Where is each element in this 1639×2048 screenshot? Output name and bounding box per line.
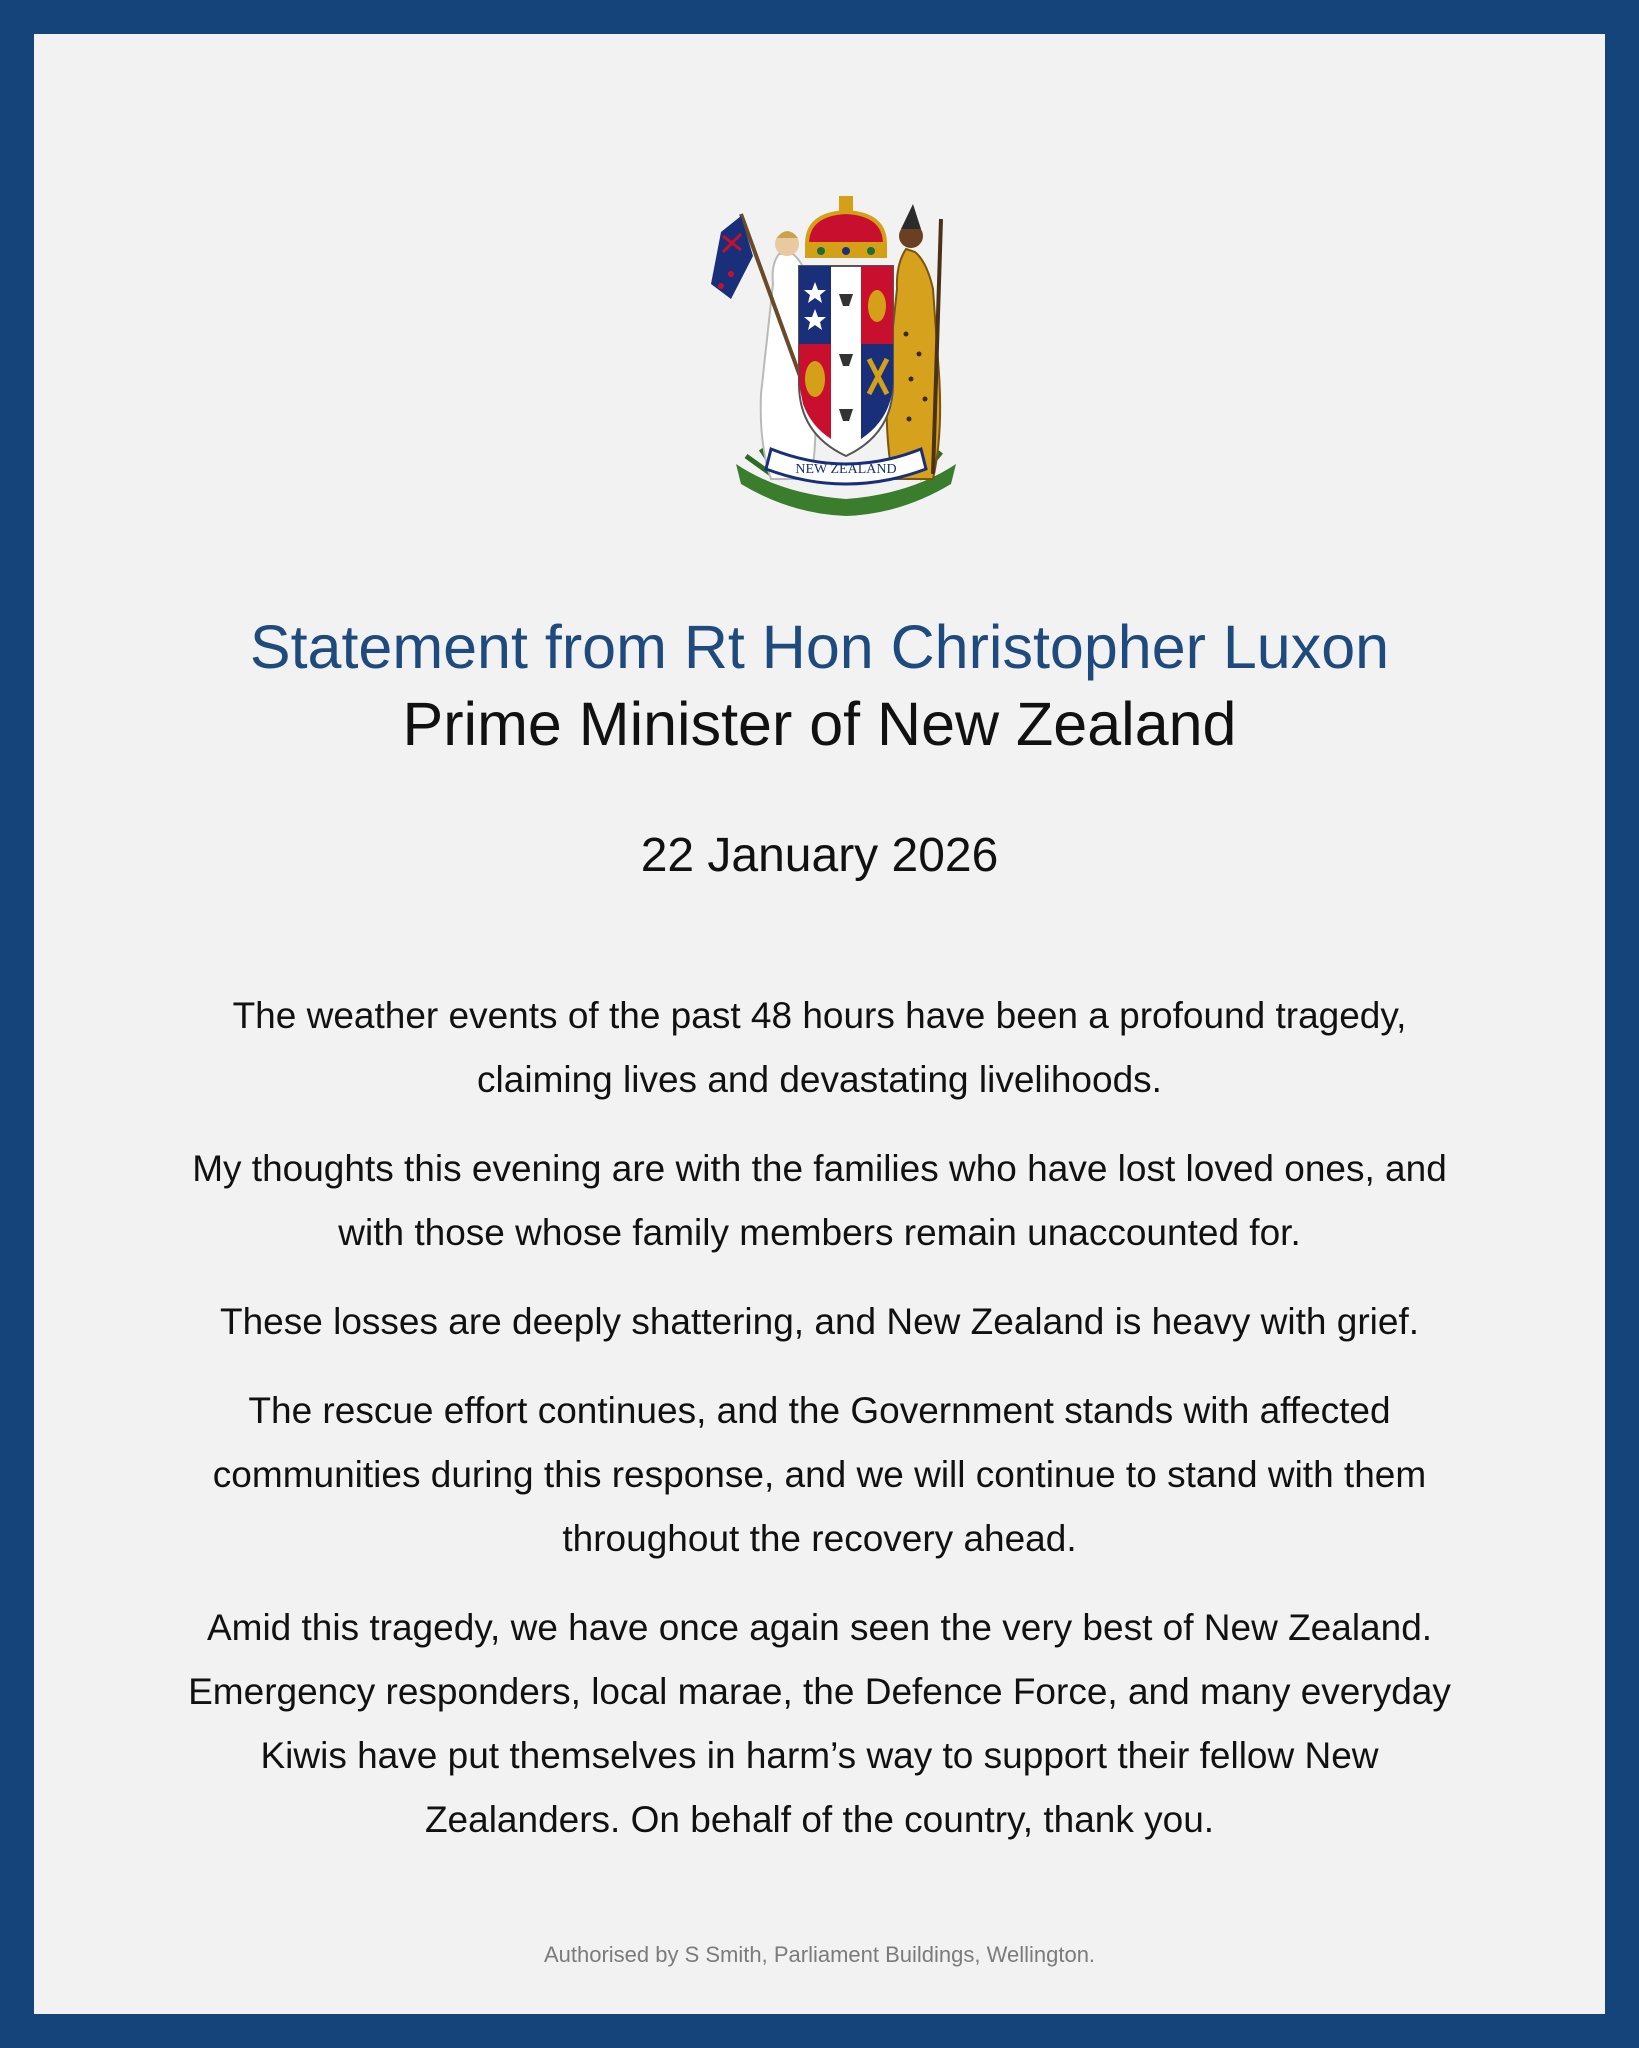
statement-body [184, 984, 1455, 1877]
statement-subtitle: Prime Minister of New Zealand [402, 690, 1237, 758]
authorisation-footer: Authorised by S Smith, Parliament Buildings, Wellington. [543, 1942, 1096, 1967]
paragraph: Amid this tragedy, we have once again seen the very best of New Zealand. Emergency responders, local marae, the Defence Force, and many everyday Kiwis have put themselves in harm’s way to support their fellow New Zealanders. On behalf of the country, thank you. [188, 1607, 1451, 1840]
statement-title: Statement from Rt Hon Christopher Luxon [249, 613, 1390, 681]
paragraph: The weather events of the past 48 hours have been a profound tragedy, claiming lives and devastating livelihoods. [232, 995, 1407, 1100]
statement-page [34, 34, 1605, 2014]
paragraph: The rescue effort continues, and the Government stands with affected communities during this response, and we will continue to stand with them throughout the recovery ahead. [212, 1390, 1427, 1559]
coat-of-arms-icon [701, 194, 991, 519]
crest-motto: NEW ZEALAND [795, 462, 897, 477]
paragraph: My thoughts this evening are with the families who have lost loved ones, and with those whose family members remain unaccounted for. [192, 1148, 1447, 1253]
statement-date: 22 January 2026 [640, 829, 999, 882]
paragraph: These losses are deeply shattering, and New Zealand is heavy with grief. [219, 1301, 1420, 1342]
